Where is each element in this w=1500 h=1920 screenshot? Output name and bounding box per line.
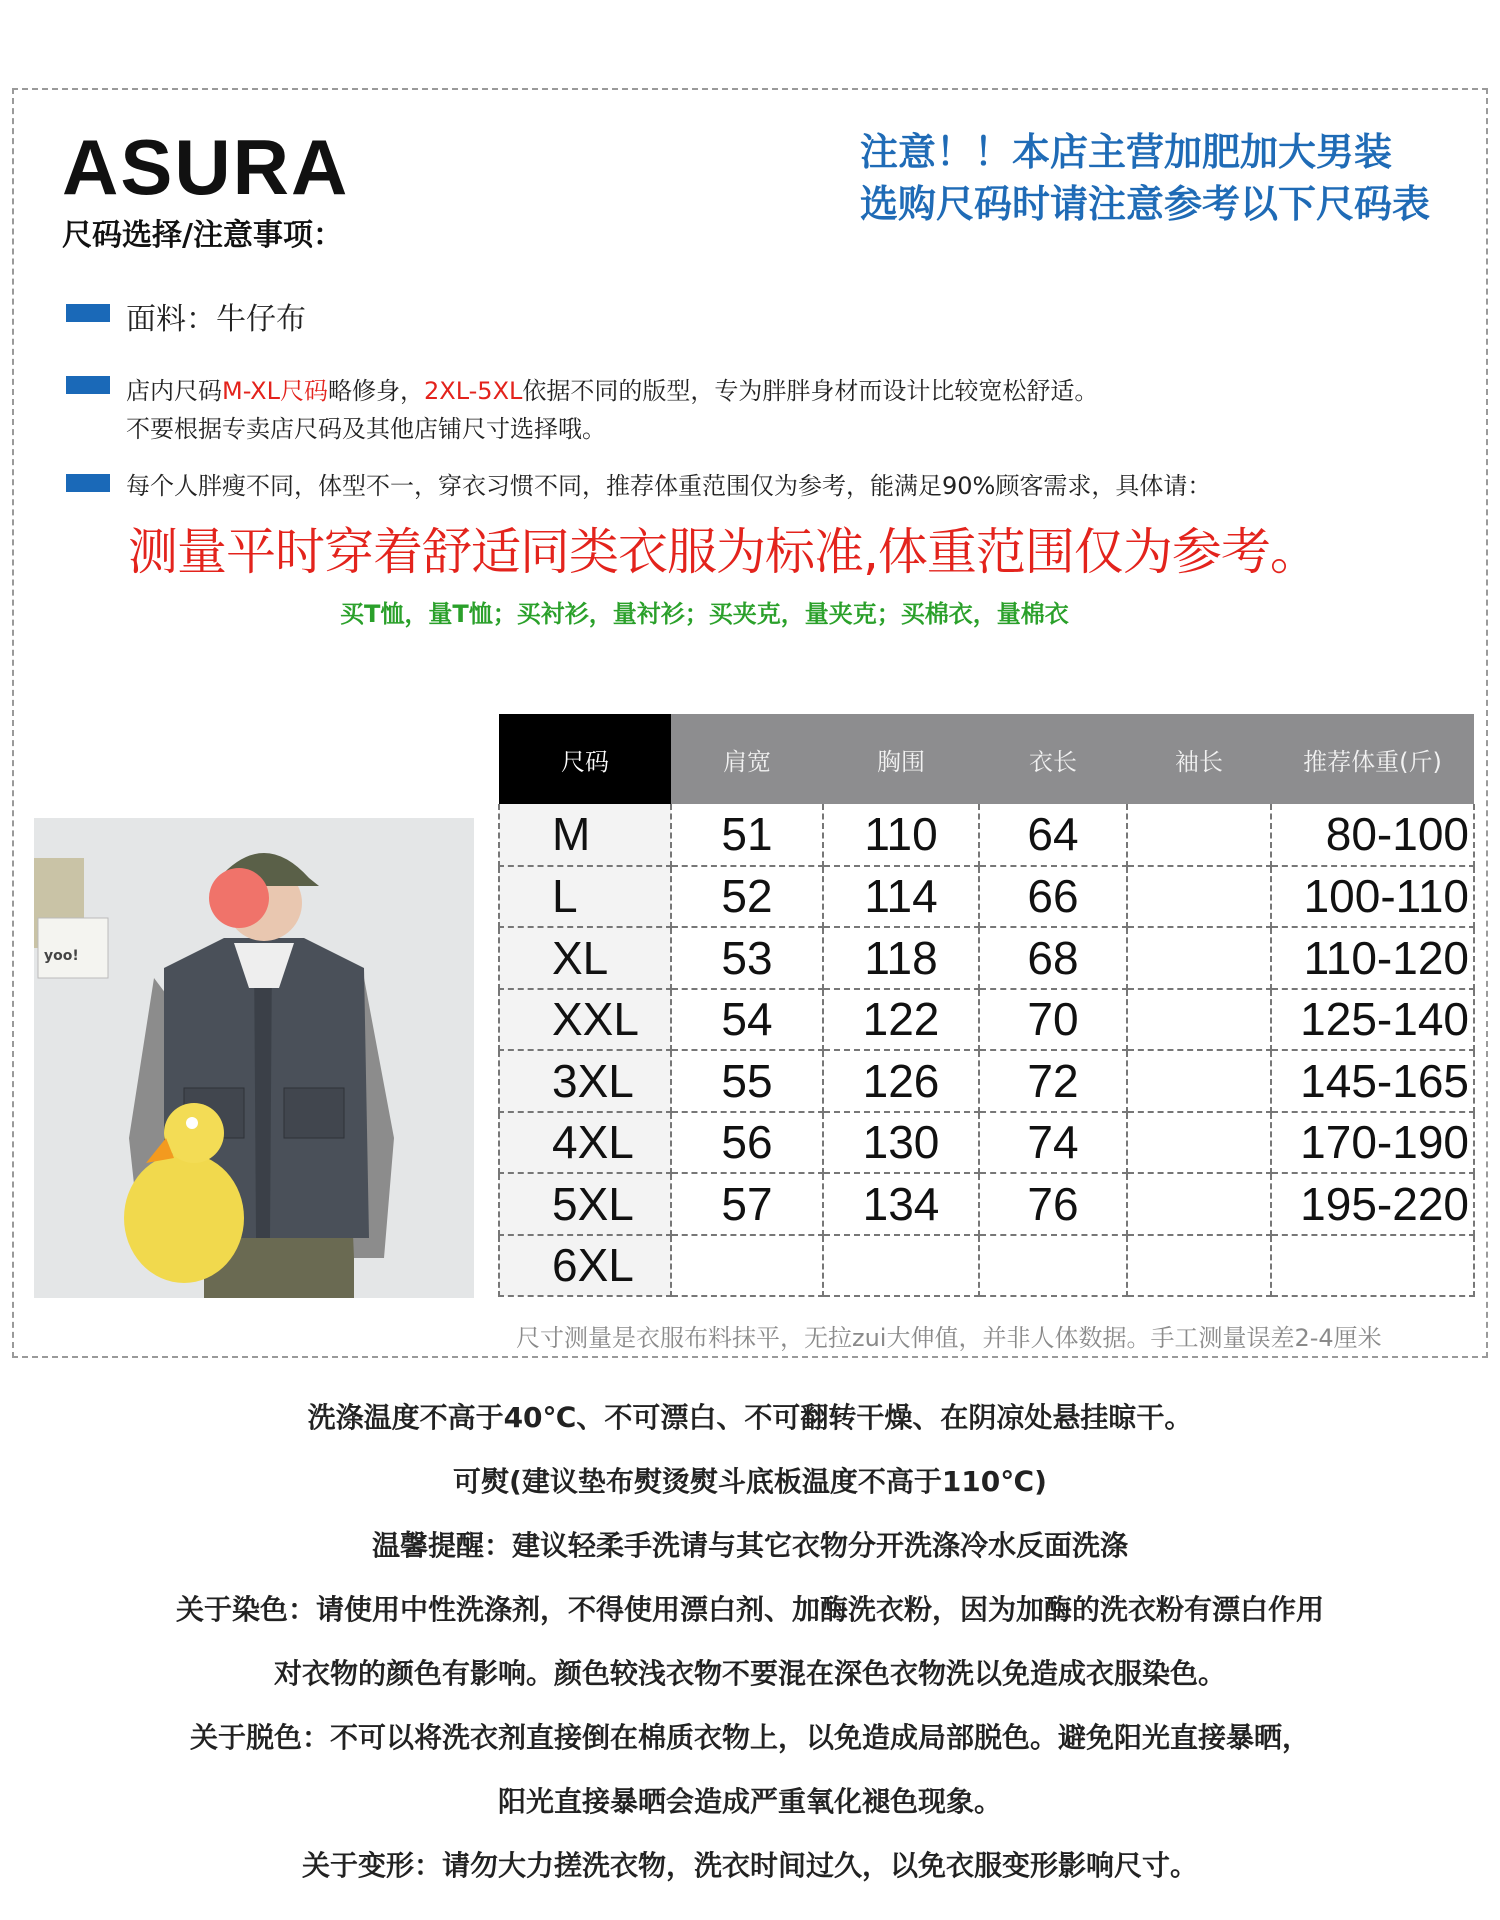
care-line: 关于脱色：不可以将洗衣剂直接倒在棉质衣物上，以免造成局部脱色。避免阳光直接暴晒， xyxy=(189,1721,1310,1754)
care-line: 关于染色：请使用中性洗涤剂，不得使用漂白剂、加酶洗衣粉，因为加酶的洗衣粉有漂白作用 xyxy=(175,1593,1324,1626)
chest-cell: 122 xyxy=(823,989,979,1051)
bullet-marker xyxy=(66,474,110,492)
size-table-header xyxy=(499,714,1474,804)
sleeve-cell xyxy=(1127,989,1271,1051)
notice xyxy=(860,126,1430,230)
weight-cell: 80-100 xyxy=(1271,804,1474,866)
weight-cell xyxy=(1271,1235,1474,1297)
shoulder-cell: 57 xyxy=(671,1173,823,1235)
weight-cell: 110-120 xyxy=(1271,927,1474,989)
sleeve-cell xyxy=(1127,804,1271,866)
size-cell: XL xyxy=(499,927,671,989)
size-table xyxy=(498,714,1475,1297)
table-row xyxy=(499,1050,1474,1112)
size-cell: XXL xyxy=(499,989,671,1051)
size-cell: 6XL xyxy=(499,1235,671,1297)
table-row xyxy=(499,989,1474,1051)
care-line: 可熨(建议垫布熨烫熨斗底板温度不高于110℃) xyxy=(453,1465,1047,1498)
model-in-denim-vest-illustration xyxy=(34,818,474,1298)
page-subtitle: 尺码选择/注意事项： xyxy=(62,218,343,253)
shoulder-cell: 52 xyxy=(671,866,823,928)
notice-line-2: 选购尺码时请注意参考以下尺码表 xyxy=(860,182,1431,226)
sleeve-cell xyxy=(1127,1173,1271,1235)
size-fit-text: 略修身， xyxy=(327,377,424,405)
care-line: 洗涤温度不高于40℃、不可漂白、不可翻转干燥、在阴凉处悬挂晾干。 xyxy=(307,1401,1193,1434)
size-range-m-xl: M-XL尺码 xyxy=(222,377,328,405)
col-header-sleeve: 袖长 xyxy=(1127,714,1271,804)
weight-cell: 195-220 xyxy=(1271,1173,1474,1235)
table-row xyxy=(499,1235,1474,1297)
length-cell xyxy=(979,1235,1127,1297)
chest-cell: 130 xyxy=(823,1112,979,1174)
length-cell: 64 xyxy=(979,804,1127,866)
sleeve-cell xyxy=(1127,1112,1271,1174)
chest-cell: 134 xyxy=(823,1173,979,1235)
weight-cell: 125-140 xyxy=(1271,989,1474,1051)
size-fit-text: 店内尺码 xyxy=(126,377,222,405)
weight-cell: 100-110 xyxy=(1271,866,1474,928)
care-line: 关于变形：请勿大力搓洗衣物，洗衣时间过久，以免衣服变形影响尺寸。 xyxy=(301,1849,1198,1882)
notice-line-1: 注意！！本店主营加肥加大男装 xyxy=(860,130,1393,174)
care-line: 阳光直接暴晒会造成严重氧化褪色现象。 xyxy=(497,1785,1002,1818)
table-row xyxy=(499,866,1474,928)
care-line: 温馨提醒：建议轻柔手洗请与其它衣物分开洗涤冷水反面洗涤 xyxy=(371,1529,1128,1562)
size-fit-line-2: 不要根据专卖店尺码及其他店铺尺寸选择哦。 xyxy=(126,415,606,443)
bullet-marker xyxy=(66,304,110,322)
shoulder-cell: 54 xyxy=(671,989,823,1051)
shoulder-cell: 53 xyxy=(671,927,823,989)
shoulder-cell: 55 xyxy=(671,1050,823,1112)
shoulder-cell: 56 xyxy=(671,1112,823,1174)
care-line: 对衣物的颜色有影响。颜色较浅衣物不要混在深色衣物洗以免造成衣服染色。 xyxy=(273,1657,1226,1690)
sleeve-cell xyxy=(1127,927,1271,989)
col-header-length: 衣长 xyxy=(979,714,1127,804)
bullet-marker xyxy=(66,376,110,394)
shoulder-cell xyxy=(671,1235,823,1297)
fabric-info: 面料：牛仔布 xyxy=(126,302,306,337)
length-cell: 74 xyxy=(979,1112,1127,1174)
poster-text: yoo! xyxy=(44,948,79,964)
weight-cell: 145-165 xyxy=(1271,1050,1474,1112)
col-header-shoulder: 肩宽 xyxy=(671,714,823,804)
table-row xyxy=(499,1112,1474,1174)
chest-cell: 126 xyxy=(823,1050,979,1112)
measurement-note: 尺寸测量是衣服布料抹平，无拉zui大伸值，并非人体数据。手工测量误差2-4厘米 xyxy=(516,1324,1382,1352)
sleeve-cell xyxy=(1127,1235,1271,1297)
size-cell: M xyxy=(499,804,671,866)
table-row xyxy=(499,1173,1474,1235)
size-fit-info xyxy=(126,372,1098,448)
brand-logo: ASURA xyxy=(62,123,350,211)
length-cell: 68 xyxy=(979,927,1127,989)
chest-cell: 114 xyxy=(823,866,979,928)
size-cell: 5XL xyxy=(499,1173,671,1235)
shoulder-cell: 51 xyxy=(671,804,823,866)
col-header-chest: 胸围 xyxy=(823,714,979,804)
size-cell: 3XL xyxy=(499,1050,671,1112)
weight-cell: 170-190 xyxy=(1271,1112,1474,1174)
sleeve-cell xyxy=(1127,1050,1271,1112)
chest-cell: 118 xyxy=(823,927,979,989)
col-header-size: 尺码 xyxy=(499,714,671,804)
length-cell: 72 xyxy=(979,1050,1127,1112)
chest-cell: 110 xyxy=(823,804,979,866)
length-cell: 76 xyxy=(979,1173,1127,1235)
table-row xyxy=(499,804,1474,866)
length-cell: 66 xyxy=(979,866,1127,928)
measure-highlight: 测量平时穿着舒适同类衣服为标准,体重范围仅为参考。 xyxy=(128,523,1319,581)
size-fit-text: 依据不同的版型，专为胖胖身材而设计比较宽松舒适。 xyxy=(522,377,1099,405)
size-range-2xl-5xl: 2XL-5XL xyxy=(423,377,523,405)
sleeve-cell xyxy=(1127,866,1271,928)
buy-measure-tip: 买T恤，量T恤；买衬衫，量衬衫；买夹克，量夹克；买棉衣，量棉衣 xyxy=(340,600,1069,628)
chest-cell xyxy=(823,1235,979,1297)
body-type-note: 每个人胖瘦不同，体型不一，穿衣习惯不同，推荐体重范围仅为参考，能满足90%顾客需求，具体请： xyxy=(126,472,1212,500)
size-fit-line-1 xyxy=(126,372,1098,410)
product-photo xyxy=(34,818,474,1298)
size-cell: L xyxy=(499,866,671,928)
length-cell: 70 xyxy=(979,989,1127,1051)
col-header-weight: 推荐体重(斤) xyxy=(1271,714,1474,804)
size-cell: 4XL xyxy=(499,1112,671,1174)
table-row xyxy=(499,927,1474,989)
